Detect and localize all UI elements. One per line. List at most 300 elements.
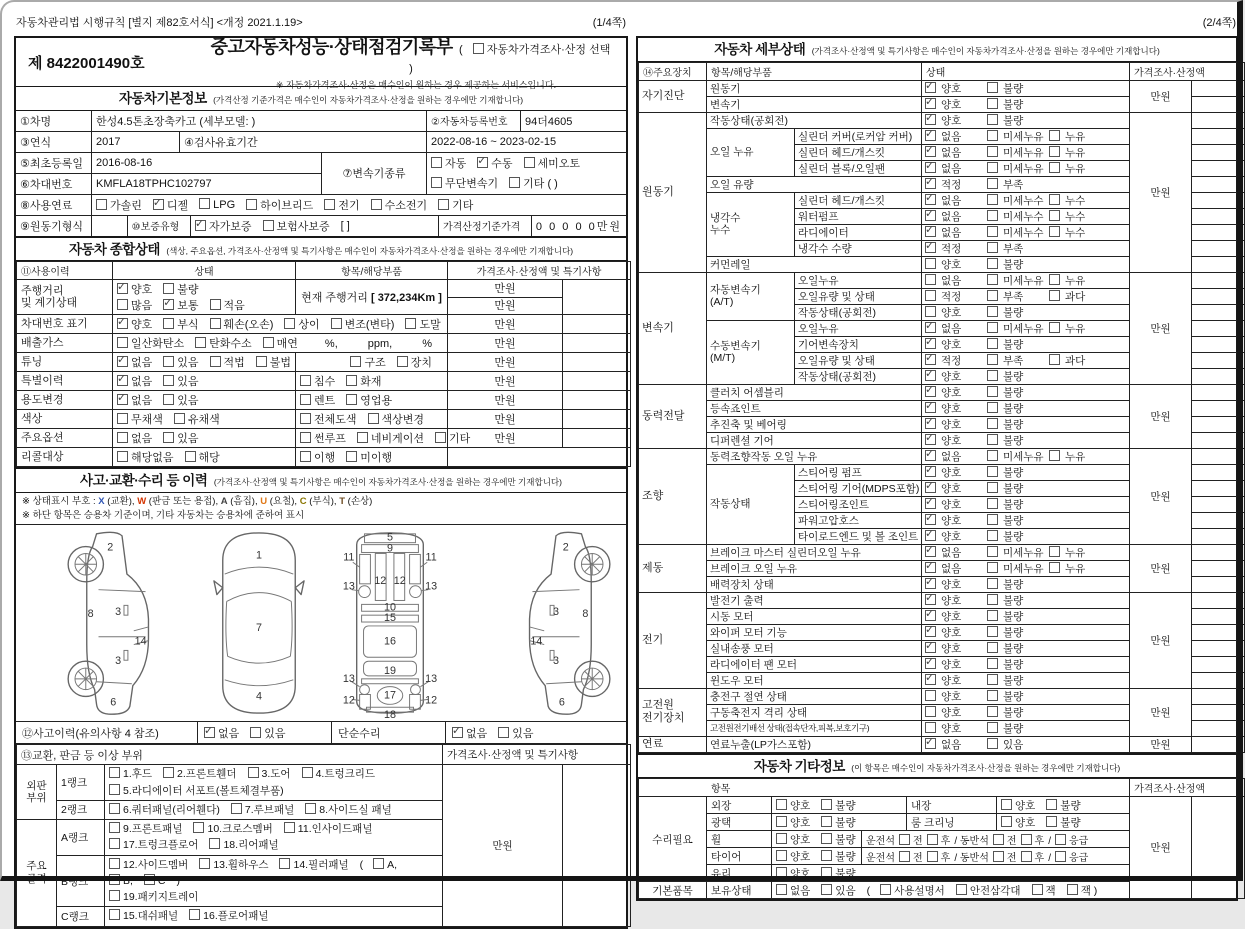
seat-position-options — [862, 831, 1130, 848]
checkbox[interactable] — [193, 822, 204, 833]
extra-cell — [1192, 256, 1245, 272]
item-label: 작동상태(공회전) — [795, 368, 922, 384]
status-options — [922, 144, 1130, 160]
option-6.쿼터패널(리어휀다): 6.쿼터패널(리어휀다) — [109, 802, 220, 818]
option-양호: ✓ 양호 — [925, 513, 987, 528]
checkbox[interactable] — [250, 727, 261, 738]
option-적음: 적음 — [210, 297, 245, 313]
checkbox-checked[interactable] — [925, 594, 936, 605]
checkbox[interactable] — [195, 337, 206, 348]
checkbox[interactable] — [1049, 450, 1060, 461]
checkbox[interactable] — [1032, 884, 1043, 895]
checkbox[interactable] — [987, 338, 998, 349]
checkbox[interactable] — [987, 290, 998, 301]
option-11.인사이드패널: 11.인사이드패널 — [284, 821, 373, 837]
checkbox-checked[interactable] — [925, 514, 936, 525]
extra-cell — [1192, 640, 1245, 656]
text-segment: [ ] — [340, 219, 350, 232]
checkbox-checked[interactable] — [195, 220, 206, 231]
checkbox[interactable] — [331, 318, 342, 329]
option-없음: ✓ 없음 — [925, 129, 987, 144]
other-header — [638, 755, 1236, 779]
checkbox[interactable] — [987, 450, 998, 461]
checkbox[interactable] — [1049, 194, 1060, 205]
checkbox[interactable] — [1046, 816, 1057, 827]
device-group: 변속기 — [639, 272, 707, 384]
checkbox-checked[interactable] — [925, 146, 936, 157]
checkbox[interactable] — [987, 274, 998, 285]
checkbox[interactable] — [246, 199, 257, 210]
checkbox-checked[interactable] — [925, 482, 936, 493]
row-label: 주행거리 및 계기상태 — [17, 280, 113, 315]
checkbox[interactable] — [1055, 851, 1066, 862]
first-reg-value: 2016-08-16 — [96, 156, 153, 169]
checkbox[interactable] — [405, 318, 416, 329]
checkbox-checked[interactable] — [117, 283, 128, 294]
checkbox[interactable] — [925, 306, 936, 317]
text-segment: 운전석 — [866, 835, 895, 847]
checkbox[interactable] — [300, 451, 311, 462]
checkbox-checked[interactable] — [452, 727, 463, 738]
overall-row-배출가스 — [17, 334, 631, 353]
checkbox[interactable] — [987, 418, 998, 429]
checkbox[interactable] — [300, 375, 311, 386]
option-없음: ✓ 없음 — [117, 373, 152, 389]
device-group: 원동기 — [639, 112, 707, 272]
extra-cell — [1192, 720, 1245, 736]
checkbox-checked[interactable] — [925, 226, 936, 237]
exchange-price-head: 가격조사·산정액 및 특기사항 — [443, 745, 631, 765]
checkbox[interactable] — [987, 514, 998, 525]
checkbox[interactable] — [1049, 146, 1060, 157]
checkbox[interactable] — [300, 413, 311, 424]
option-19.패키지트레이: 19.패키지트레이 — [109, 889, 198, 905]
checkbox[interactable] — [987, 162, 998, 173]
device-group: 연료 — [639, 736, 707, 752]
overall-row-특별이력 — [17, 372, 631, 391]
option-미세누수: 미세누수 — [987, 209, 1049, 224]
svg-text:10: 10 — [384, 601, 396, 614]
rank-items — [105, 765, 443, 801]
checkbox-checked[interactable] — [925, 610, 936, 621]
item-options — [296, 391, 448, 410]
checkbox[interactable] — [987, 498, 998, 509]
checkbox-checked[interactable] — [477, 157, 488, 168]
checkbox-checked[interactable] — [925, 466, 936, 477]
checkbox-checked[interactable] — [163, 299, 174, 310]
checkbox[interactable] — [163, 394, 174, 405]
checkbox[interactable] — [925, 706, 936, 717]
checkbox[interactable] — [1049, 210, 1060, 221]
checkbox[interactable] — [109, 767, 120, 778]
checkbox[interactable] — [163, 283, 174, 294]
checkbox[interactable] — [927, 834, 938, 845]
option-불량: 불량 — [987, 257, 1049, 272]
status-options — [922, 480, 1130, 496]
checkbox[interactable] — [987, 626, 998, 637]
checkbox-checked[interactable] — [117, 394, 128, 405]
price-cell: 만원 — [448, 334, 563, 353]
checkbox[interactable] — [987, 578, 998, 589]
checkbox-checked[interactable] — [925, 530, 936, 541]
svg-text:3: 3 — [552, 606, 559, 619]
option-적정: ✓ 적정 — [925, 353, 987, 368]
option-불량: 불량 — [987, 513, 1049, 528]
checkbox[interactable] — [987, 354, 998, 365]
checkbox-checked[interactable] — [925, 402, 936, 413]
checkbox[interactable] — [987, 306, 998, 317]
option-전: 전 — [899, 849, 923, 864]
option-불량: 불량 — [987, 529, 1049, 544]
checkbox[interactable] — [899, 851, 910, 862]
checkbox[interactable] — [279, 858, 290, 869]
checkbox[interactable] — [163, 318, 174, 329]
checkbox[interactable] — [776, 799, 787, 810]
checkbox[interactable] — [117, 413, 128, 424]
checkbox-checked[interactable] — [925, 162, 936, 173]
checkbox-checked[interactable] — [925, 178, 936, 189]
checkbox[interactable] — [1049, 130, 1060, 141]
checkbox-checked[interactable] — [925, 546, 936, 557]
checkbox-checked[interactable] — [117, 318, 128, 329]
checkbox[interactable] — [987, 642, 998, 653]
checkbox-checked[interactable] — [925, 642, 936, 653]
checkbox-checked[interactable] — [925, 242, 936, 253]
checkbox[interactable] — [925, 290, 936, 301]
extra-cell — [1192, 560, 1245, 576]
checkbox[interactable] — [1021, 834, 1032, 845]
checkbox-checked[interactable] — [925, 498, 936, 509]
checkbox[interactable] — [371, 199, 382, 210]
checkbox-checked[interactable] — [925, 210, 936, 221]
checkbox[interactable] — [199, 198, 210, 209]
checkbox[interactable] — [263, 337, 274, 348]
checkbox[interactable] — [987, 402, 998, 413]
option-디젤: ✓ 디젤 — [153, 197, 188, 213]
option-전: 전 — [993, 849, 1017, 864]
option-부족: 부족 — [987, 353, 1049, 368]
checkbox[interactable] — [987, 370, 998, 381]
checkbox[interactable] — [987, 562, 998, 573]
checkbox-checked[interactable] — [925, 738, 936, 749]
checkbox[interactable] — [776, 867, 787, 878]
checkbox[interactable] — [163, 767, 174, 778]
detail-row-충전구 절연 상태 — [639, 688, 1245, 704]
svg-text:6: 6 — [558, 696, 565, 709]
checkbox[interactable] — [987, 546, 998, 557]
checkbox[interactable] — [117, 337, 128, 348]
checkbox[interactable] — [231, 803, 242, 814]
checkbox[interactable] — [144, 874, 155, 885]
checkbox[interactable] — [368, 413, 379, 424]
checkbox[interactable] — [987, 386, 998, 397]
extra-cell — [1192, 448, 1245, 464]
other-title: 자동차 기타정보 — [753, 758, 845, 774]
checkbox[interactable] — [109, 784, 120, 795]
basic-items-options — [772, 882, 1130, 899]
checkbox[interactable] — [987, 194, 998, 205]
checkbox-checked[interactable] — [925, 674, 936, 685]
checkbox[interactable] — [431, 177, 442, 188]
checkbox[interactable] — [109, 909, 120, 920]
checkbox[interactable] — [117, 432, 128, 443]
checkbox[interactable] — [925, 274, 936, 285]
checkbox-checked[interactable] — [925, 658, 936, 669]
checkbox-checked[interactable] — [204, 727, 215, 738]
checkbox[interactable] — [209, 838, 220, 849]
checkbox-checked[interactable] — [925, 322, 936, 333]
checkbox[interactable] — [199, 858, 210, 869]
checkbox[interactable] — [987, 178, 998, 189]
checkbox[interactable] — [300, 432, 311, 443]
checkbox[interactable] — [776, 850, 787, 861]
checkbox[interactable] — [776, 884, 787, 895]
checkbox[interactable] — [473, 43, 484, 54]
checkbox[interactable] — [821, 884, 832, 895]
checkbox[interactable] — [509, 177, 520, 188]
checkbox[interactable] — [1049, 226, 1060, 237]
checkbox[interactable] — [174, 413, 185, 424]
checkbox[interactable] — [821, 867, 832, 878]
checkbox[interactable] — [397, 356, 408, 367]
checkbox[interactable] — [987, 530, 998, 541]
checkbox[interactable] — [373, 858, 384, 869]
checkbox-checked[interactable] — [925, 626, 936, 637]
item-label: 냉각수 수량 — [795, 240, 922, 256]
checkbox[interactable] — [117, 451, 128, 462]
checkbox[interactable] — [821, 850, 832, 861]
option-수소전기: 수소전기 — [371, 197, 428, 213]
checkbox[interactable] — [109, 858, 120, 869]
option-있음: 있음 — [163, 373, 198, 389]
checkbox[interactable] — [987, 322, 998, 333]
checkbox[interactable] — [987, 706, 998, 717]
rank-items — [105, 907, 443, 926]
status-options — [922, 224, 1130, 240]
checkbox[interactable] — [925, 258, 936, 269]
status-options — [922, 400, 1130, 416]
checkbox-checked[interactable] — [117, 375, 128, 386]
other-head-price: 가격조사·산정액 — [1130, 779, 1245, 797]
price-cell: 만원 — [1130, 544, 1192, 592]
checkbox-checked[interactable] — [925, 434, 936, 445]
checkbox[interactable] — [498, 727, 509, 738]
option-없음: ✓ 없음 — [925, 561, 987, 576]
checkbox[interactable] — [256, 356, 267, 367]
checkbox[interactable] — [1049, 354, 1060, 365]
checkbox[interactable] — [305, 803, 316, 814]
extra-cell — [563, 280, 631, 315]
checkbox[interactable] — [1046, 799, 1057, 810]
extra-cell — [563, 372, 631, 391]
option-있음: 있음 — [821, 883, 855, 898]
option-없음: ✓ 없음 — [925, 209, 987, 224]
checkbox[interactable] — [96, 199, 107, 210]
checkbox[interactable] — [210, 299, 221, 310]
basic-info-table — [16, 111, 626, 236]
checkbox[interactable] — [925, 690, 936, 701]
checkbox[interactable] — [821, 799, 832, 810]
checkbox[interactable] — [524, 157, 535, 168]
checkbox[interactable] — [987, 482, 998, 493]
checkbox[interactable] — [284, 822, 295, 833]
checkbox[interactable] — [1049, 290, 1060, 301]
checkbox[interactable] — [899, 834, 910, 845]
checkbox[interactable] — [987, 258, 998, 269]
checkbox-checked[interactable] — [925, 82, 936, 93]
option-A,: A, — [373, 857, 397, 873]
option-미세누유: 미세누유 — [987, 561, 1049, 576]
row-label: 튜닝 — [17, 353, 113, 372]
checkbox-checked[interactable] — [925, 130, 936, 141]
checkbox[interactable] — [109, 890, 120, 901]
checkbox-checked[interactable] — [925, 370, 936, 381]
other-note: (이 항목은 매수인이 자동차가격조사·산정을 원하는 경우에만 기재합니다) — [851, 762, 1121, 773]
checkbox[interactable] — [189, 909, 200, 920]
history-box — [14, 467, 628, 929]
checkbox[interactable] — [248, 767, 259, 778]
checkbox[interactable] — [1055, 834, 1066, 845]
checkbox[interactable] — [987, 610, 998, 621]
checkbox[interactable] — [776, 816, 787, 827]
checkbox[interactable] — [284, 318, 295, 329]
status-options — [922, 528, 1130, 544]
checkbox[interactable] — [300, 394, 311, 405]
checkbox-checked[interactable] — [925, 418, 936, 429]
checkbox[interactable] — [927, 851, 938, 862]
checkbox[interactable] — [880, 884, 891, 895]
checkbox[interactable] — [1049, 562, 1060, 573]
history-legend-notes — [16, 493, 626, 526]
checkbox[interactable] — [987, 130, 998, 141]
checkbox[interactable] — [993, 851, 1004, 862]
checkbox-checked[interactable] — [925, 338, 936, 349]
checkbox[interactable] — [987, 658, 998, 669]
detail-header — [638, 38, 1236, 62]
checkbox[interactable] — [109, 874, 120, 885]
checkbox[interactable] — [821, 833, 832, 844]
checkbox-checked[interactable] — [925, 578, 936, 589]
option-양호: ✓ 양호 — [925, 641, 987, 656]
checkbox[interactable] — [987, 146, 998, 157]
option-양호: ✓ 양호 — [925, 577, 987, 592]
checkbox[interactable] — [163, 356, 174, 367]
checkbox-checked[interactable] — [925, 450, 936, 461]
checkbox[interactable] — [993, 834, 1004, 845]
checkbox[interactable] — [987, 226, 998, 237]
detail-row-발전기 출력 — [639, 592, 1245, 608]
repair-item-b: 내장 — [907, 797, 997, 814]
checkbox[interactable] — [987, 690, 998, 701]
checkbox[interactable] — [987, 242, 998, 253]
checkbox[interactable] — [109, 803, 120, 814]
checkbox[interactable] — [210, 318, 221, 329]
checkbox[interactable] — [1001, 816, 1012, 827]
checkbox-checked[interactable] — [925, 194, 936, 205]
base-price-value: 0 0 0 0 0만원 — [535, 220, 622, 233]
checkbox-checked[interactable] — [925, 354, 936, 365]
option-불량: 불량 — [163, 281, 198, 297]
checkbox[interactable] — [435, 432, 446, 443]
checkbox[interactable] — [346, 375, 357, 386]
checkbox[interactable] — [163, 375, 174, 386]
checkbox[interactable] — [185, 451, 196, 462]
item-label: 구동축전지 격리 상태 — [707, 704, 922, 720]
option-없음: ✓ 없음 — [925, 225, 987, 240]
checkbox[interactable] — [350, 356, 361, 367]
checkbox[interactable] — [987, 674, 998, 685]
checkbox[interactable] — [263, 220, 274, 231]
checkbox[interactable] — [987, 210, 998, 221]
checkbox[interactable] — [324, 199, 335, 210]
checkbox[interactable] — [1049, 162, 1060, 173]
repair-row-외장 — [639, 797, 1245, 814]
checkbox[interactable] — [776, 833, 787, 844]
option-없음: ✓ 없음 — [925, 321, 987, 336]
checkbox[interactable] — [346, 451, 357, 462]
checkbox-checked[interactable] — [153, 199, 164, 210]
checkbox[interactable] — [987, 434, 998, 445]
checkbox[interactable] — [109, 822, 120, 833]
checkbox[interactable] — [1049, 322, 1060, 333]
checkbox[interactable] — [431, 157, 442, 168]
car-diagram-underbody — [338, 527, 442, 722]
checkbox-checked[interactable] — [117, 356, 128, 367]
checkbox[interactable] — [346, 394, 357, 405]
svg-text:3: 3 — [552, 655, 559, 668]
checkbox[interactable] — [1001, 799, 1012, 810]
checkbox-checked[interactable] — [925, 562, 936, 573]
checkbox[interactable] — [987, 98, 998, 109]
checkbox[interactable] — [925, 722, 936, 733]
checkbox[interactable] — [1049, 546, 1060, 557]
rank-items — [105, 855, 443, 907]
checkbox[interactable] — [438, 199, 449, 210]
rank-items — [105, 800, 443, 819]
checkbox[interactable] — [956, 884, 967, 895]
checkbox[interactable] — [987, 594, 998, 605]
option-양호: ✓ 양호 — [925, 625, 987, 640]
checkbox-checked[interactable] — [925, 98, 936, 109]
status-code-legend: ※ 상태표시 부호 : X (교환), W (판금 또는 용접), A (흠집), U (요철), C (부식), T (손상) — [22, 495, 373, 507]
checkbox[interactable] — [987, 82, 998, 93]
checkbox[interactable] — [163, 432, 174, 443]
checkbox[interactable] — [1021, 851, 1032, 862]
checkbox[interactable] — [1049, 274, 1060, 285]
status-options — [922, 160, 1130, 176]
checkbox[interactable] — [821, 816, 832, 827]
item-label: 배력장치 상태 — [707, 576, 922, 592]
checkbox[interactable] — [1067, 884, 1078, 895]
checkbox[interactable] — [302, 767, 313, 778]
checkbox-checked[interactable] — [925, 386, 936, 397]
checkbox-checked[interactable] — [925, 114, 936, 125]
checkbox[interactable] — [109, 838, 120, 849]
checkbox[interactable] — [117, 299, 128, 310]
fuel-label: ⑧사용연료 — [16, 195, 92, 215]
option-썬루프: 썬루프 — [300, 430, 346, 446]
checkbox[interactable] — [987, 466, 998, 477]
other-info-box — [636, 753, 1238, 902]
checkbox[interactable] — [987, 738, 998, 749]
status-options — [922, 640, 1130, 656]
checkbox[interactable] — [987, 722, 998, 733]
checkbox[interactable] — [987, 114, 998, 125]
option-양호: 양호 — [925, 305, 987, 320]
checkbox[interactable] — [357, 432, 368, 443]
option-전: 전 — [993, 832, 1017, 847]
checkbox[interactable] — [210, 356, 221, 367]
